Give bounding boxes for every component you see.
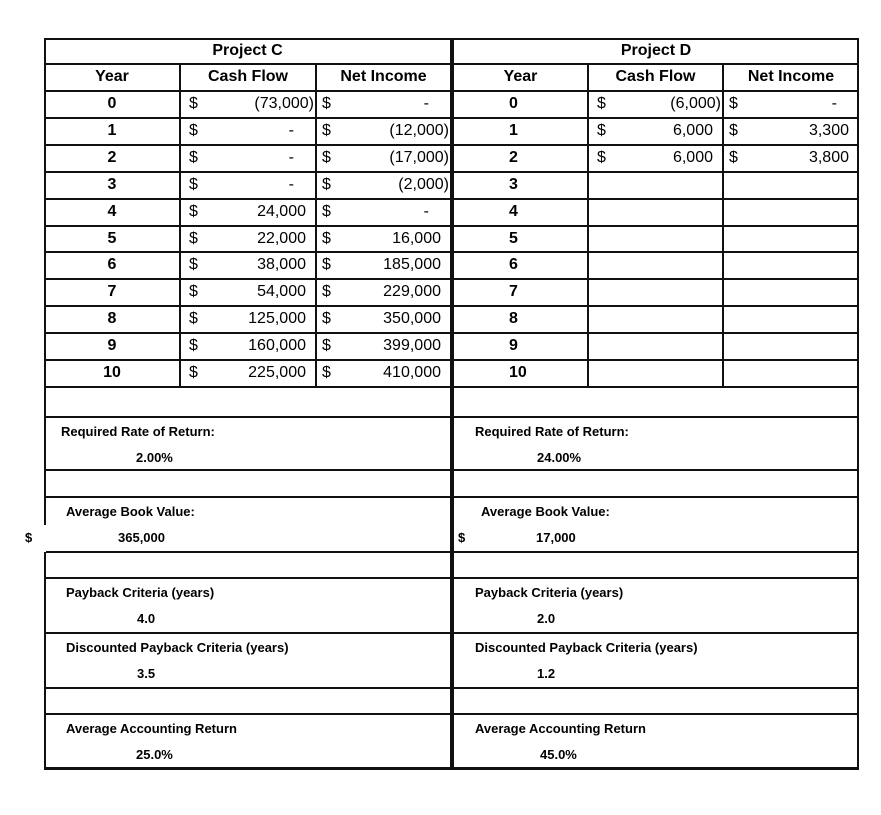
currency-symbol: $	[597, 148, 606, 166]
average-book-value-value[interactable]: 365,000	[118, 530, 165, 545]
project-panel-c	[25, 38, 451, 770]
year-cell[interactable]: 8	[509, 310, 518, 328]
currency-symbol: $	[322, 256, 331, 274]
cash-flow-value: -	[288, 121, 294, 139]
currency-symbol: $	[322, 310, 331, 328]
cash-flow-cell[interactable]	[180, 91, 316, 118]
average-book-value-label: Average Book Value:	[481, 504, 610, 519]
average-book-value-label: Average Book Value:	[66, 504, 195, 519]
year-cell[interactable]: 7	[509, 283, 518, 301]
net-income-value: 185,000	[383, 256, 441, 274]
discounted-payback-criteria-value[interactable]: 1.2	[537, 666, 556, 681]
cash-flow-value: 160,000	[248, 337, 306, 355]
net-income-cell[interactable]	[316, 199, 451, 226]
table-row	[453, 252, 859, 279]
table-row	[453, 360, 859, 387]
cash-flow-cell[interactable]	[588, 306, 723, 333]
spreadsheet	[25, 38, 859, 770]
year-cell[interactable]: 8	[107, 310, 117, 328]
net-income-cell[interactable]	[316, 172, 451, 199]
currency-symbol: $	[322, 175, 331, 193]
discounted-payback-criteria-label: Discounted Payback Criteria (years)	[66, 640, 289, 655]
currency-symbol: $	[322, 121, 331, 139]
table-row	[44, 252, 451, 279]
average-accounting-return-value[interactable]: 25.0%	[136, 747, 173, 762]
net-income-cell[interactable]	[723, 199, 859, 226]
table-row	[44, 118, 451, 145]
cash-flow-cell[interactable]	[180, 145, 316, 172]
cash-flow-cell[interactable]	[588, 199, 723, 226]
grid-line	[453, 551, 859, 553]
cash-flow-value: 38,000	[257, 256, 306, 274]
year-cell[interactable]: 2	[107, 148, 117, 166]
year-cell[interactable]: 10	[509, 364, 527, 381]
cash-flow-cell[interactable]	[588, 226, 723, 253]
table-row	[453, 118, 859, 145]
grid-line	[722, 64, 724, 387]
payback-criteria	[44, 578, 451, 630]
cash-flow-cell[interactable]	[180, 360, 316, 387]
currency-symbol: $	[729, 121, 738, 139]
cash-flow-cell[interactable]	[180, 333, 316, 360]
currency-symbol: $	[189, 310, 198, 328]
net-income-value: 16,000	[392, 229, 441, 247]
required-rate-of-return-label: Required Rate of Return:	[61, 424, 215, 439]
year-cell[interactable]: 4	[107, 202, 117, 220]
payback-criteria	[453, 578, 859, 630]
year-cell[interactable]: 1	[107, 121, 117, 139]
table-row	[453, 226, 859, 253]
currency-symbol: $	[189, 256, 198, 274]
currency-symbol: $	[322, 229, 331, 247]
net-income-cell[interactable]	[723, 333, 859, 360]
column-header-net-income: Net Income	[340, 68, 427, 85]
average-accounting-return-value[interactable]: 45.0%	[540, 747, 577, 762]
currency-symbol: $	[189, 121, 198, 139]
payback-criteria-value[interactable]: 4.0	[137, 611, 156, 626]
year-cell[interactable]: 9	[107, 337, 117, 355]
project-panel-d	[453, 38, 859, 770]
currency-symbol: $	[189, 148, 198, 166]
currency-symbol: $	[189, 175, 198, 193]
currency-symbol: $	[189, 229, 198, 247]
net-income-cell[interactable]	[316, 252, 451, 279]
cash-flow-cell[interactable]	[588, 145, 723, 172]
grid-line	[44, 386, 451, 388]
average-accounting-return	[44, 714, 451, 766]
net-income-value: 3,300	[808, 121, 849, 139]
project-title: Project D	[620, 42, 692, 59]
discounted-payback-criteria	[453, 633, 859, 685]
average-accounting-return	[453, 714, 859, 766]
cash-flow-cell[interactable]	[588, 333, 723, 360]
cash-flow-value: 6,000	[672, 121, 713, 139]
required-rate-of-return-label: Required Rate of Return:	[475, 424, 629, 439]
net-income-value: (17,000)	[389, 148, 449, 166]
table-row	[44, 360, 451, 387]
table-row	[44, 333, 451, 360]
required-rate-of-return-value[interactable]: 2.00%	[136, 450, 173, 465]
currency-symbol: $	[729, 95, 738, 112]
cash-flow-value: 6,000	[672, 148, 713, 166]
average-book-value-value[interactable]: 17,000	[536, 530, 576, 545]
currency-symbol: $	[322, 202, 331, 220]
year-cell[interactable]: 2	[509, 148, 518, 166]
cash-flow-cell[interactable]	[180, 226, 316, 253]
year-cell[interactable]: 4	[509, 202, 518, 220]
project-title: Project C	[212, 42, 283, 59]
cash-flow-cell[interactable]	[180, 118, 316, 145]
net-income-value: (12,000)	[389, 121, 449, 139]
currency-symbol: $	[189, 337, 198, 355]
currency-symbol: $	[189, 202, 198, 220]
net-income-value: -	[423, 95, 429, 112]
cash-flow-value: (73,000)	[254, 95, 314, 112]
grid-line	[179, 64, 181, 387]
net-income-cell[interactable]	[316, 145, 451, 172]
table-row	[44, 279, 451, 306]
cash-flow-value: 125,000	[248, 310, 306, 328]
table-row	[453, 306, 859, 333]
currency-symbol: $	[597, 95, 606, 112]
net-income-value: 229,000	[383, 283, 441, 301]
average-book-value-currency: $	[25, 530, 33, 545]
net-income-cell[interactable]	[723, 279, 859, 306]
net-income-value: 350,000	[383, 310, 441, 328]
grid-line	[44, 687, 451, 689]
grid-line	[453, 687, 859, 689]
column-header-year: Year	[503, 68, 538, 85]
grid-line	[315, 64, 317, 387]
required-rate-of-return-value[interactable]: 24.00%	[537, 450, 582, 465]
table-row	[44, 91, 451, 118]
currency-symbol: $	[322, 148, 331, 166]
cash-flow-cell[interactable]	[180, 306, 316, 333]
border-gap	[43, 525, 46, 552]
year-cell[interactable]: 5	[509, 229, 518, 247]
currency-symbol: $	[189, 283, 198, 301]
net-income-value: -	[831, 95, 837, 112]
cash-flow-value: -	[288, 148, 294, 166]
column-header-cash-flow: Cash Flow	[615, 68, 696, 85]
cash-flow-value: 225,000	[248, 364, 306, 381]
cash-flow-value: -	[288, 175, 294, 193]
year-cell[interactable]: 1	[509, 121, 518, 139]
grid-line	[44, 551, 451, 553]
cash-flow-cell[interactable]	[588, 172, 723, 199]
currency-symbol: $	[189, 364, 198, 381]
year-cell[interactable]: 0	[509, 95, 518, 112]
table-row	[44, 199, 451, 226]
required-rate-of-return	[44, 417, 451, 469]
cash-flow-value: 24,000	[257, 202, 306, 220]
average-book-value	[25, 497, 451, 549]
cash-flow-value: (6,000)	[670, 95, 721, 112]
year-cell[interactable]: 5	[107, 229, 117, 247]
table-row	[453, 199, 859, 226]
net-income-cell[interactable]	[316, 91, 451, 118]
table-row	[453, 91, 859, 118]
year-cell[interactable]: 6	[107, 256, 117, 274]
discounted-payback-criteria-label: Discounted Payback Criteria (years)	[475, 640, 698, 655]
required-rate-of-return	[453, 417, 859, 469]
cash-flow-cell[interactable]	[180, 279, 316, 306]
cash-flow-cell[interactable]	[180, 199, 316, 226]
cash-flow-cell[interactable]	[588, 279, 723, 306]
cash-flow-value: 54,000	[257, 283, 306, 301]
net-income-cell[interactable]	[723, 145, 859, 172]
cash-flow-cell[interactable]	[588, 118, 723, 145]
column-header-year: Year	[95, 68, 129, 85]
net-income-cell[interactable]	[723, 306, 859, 333]
payback-criteria-value[interactable]: 2.0	[537, 611, 556, 626]
average-book-value-currency: $	[458, 530, 466, 545]
cash-flow-cell[interactable]	[588, 252, 723, 279]
year-cell[interactable]: 9	[509, 337, 518, 355]
column-header-net-income: Net Income	[747, 68, 835, 85]
average-book-value	[453, 497, 859, 549]
net-income-value: 410,000	[383, 364, 441, 381]
average-accounting-return-label: Average Accounting Return	[475, 721, 646, 736]
year-cell[interactable]: 3	[107, 175, 117, 193]
cash-flow-cell[interactable]	[588, 91, 723, 118]
average-accounting-return-label: Average Accounting Return	[66, 721, 237, 736]
grid-line	[453, 386, 859, 388]
grid-line	[44, 469, 451, 471]
net-income-value: 3,800	[808, 148, 849, 166]
net-income-value: (2,000)	[398, 175, 449, 193]
table-row	[44, 145, 451, 172]
grid-line	[453, 469, 859, 471]
table-row	[44, 226, 451, 253]
net-income-cell[interactable]	[316, 306, 451, 333]
table-row	[453, 333, 859, 360]
column-header-cash-flow: Cash Flow	[207, 68, 288, 85]
discounted-payback-criteria-value[interactable]: 3.5	[137, 666, 156, 681]
payback-criteria-label: Payback Criteria (years)	[66, 585, 215, 600]
net-income-cell[interactable]	[723, 360, 859, 387]
cash-flow-cell[interactable]	[180, 172, 316, 199]
cash-flow-value: 22,000	[257, 229, 306, 247]
year-cell[interactable]: 6	[509, 256, 518, 274]
table-row	[44, 172, 451, 199]
currency-symbol: $	[189, 95, 198, 112]
year-cell[interactable]: 7	[107, 283, 117, 301]
payback-criteria-label: Payback Criteria (years)	[475, 585, 624, 600]
year-cell[interactable]: 3	[509, 175, 518, 193]
year-cell[interactable]: 10	[103, 364, 121, 381]
currency-symbol: $	[729, 148, 738, 166]
net-income-cell[interactable]	[723, 226, 859, 253]
currency-symbol: $	[322, 283, 331, 301]
net-income-cell[interactable]	[316, 279, 451, 306]
currency-symbol: $	[322, 364, 331, 381]
net-income-cell[interactable]	[316, 226, 451, 253]
net-income-value: 399,000	[383, 337, 441, 355]
currency-symbol: $	[597, 121, 606, 139]
table-row	[44, 306, 451, 333]
currency-symbol: $	[322, 337, 331, 355]
table-row	[453, 279, 859, 306]
net-income-cell[interactable]	[723, 91, 859, 118]
cash-flow-cell[interactable]	[588, 360, 723, 387]
net-income-cell[interactable]	[723, 118, 859, 145]
net-income-cell[interactable]	[723, 172, 859, 199]
table-row	[453, 145, 859, 172]
net-income-cell[interactable]	[316, 333, 451, 360]
net-income-cell[interactable]	[316, 360, 451, 387]
net-income-cell[interactable]	[316, 118, 451, 145]
cash-flow-cell[interactable]	[180, 252, 316, 279]
grid-line	[587, 64, 589, 387]
year-cell[interactable]: 0	[107, 95, 117, 112]
table-row	[453, 172, 859, 199]
net-income-cell[interactable]	[723, 252, 859, 279]
net-income-value: -	[423, 202, 429, 220]
currency-symbol: $	[322, 95, 331, 112]
discounted-payback-criteria	[44, 633, 451, 685]
